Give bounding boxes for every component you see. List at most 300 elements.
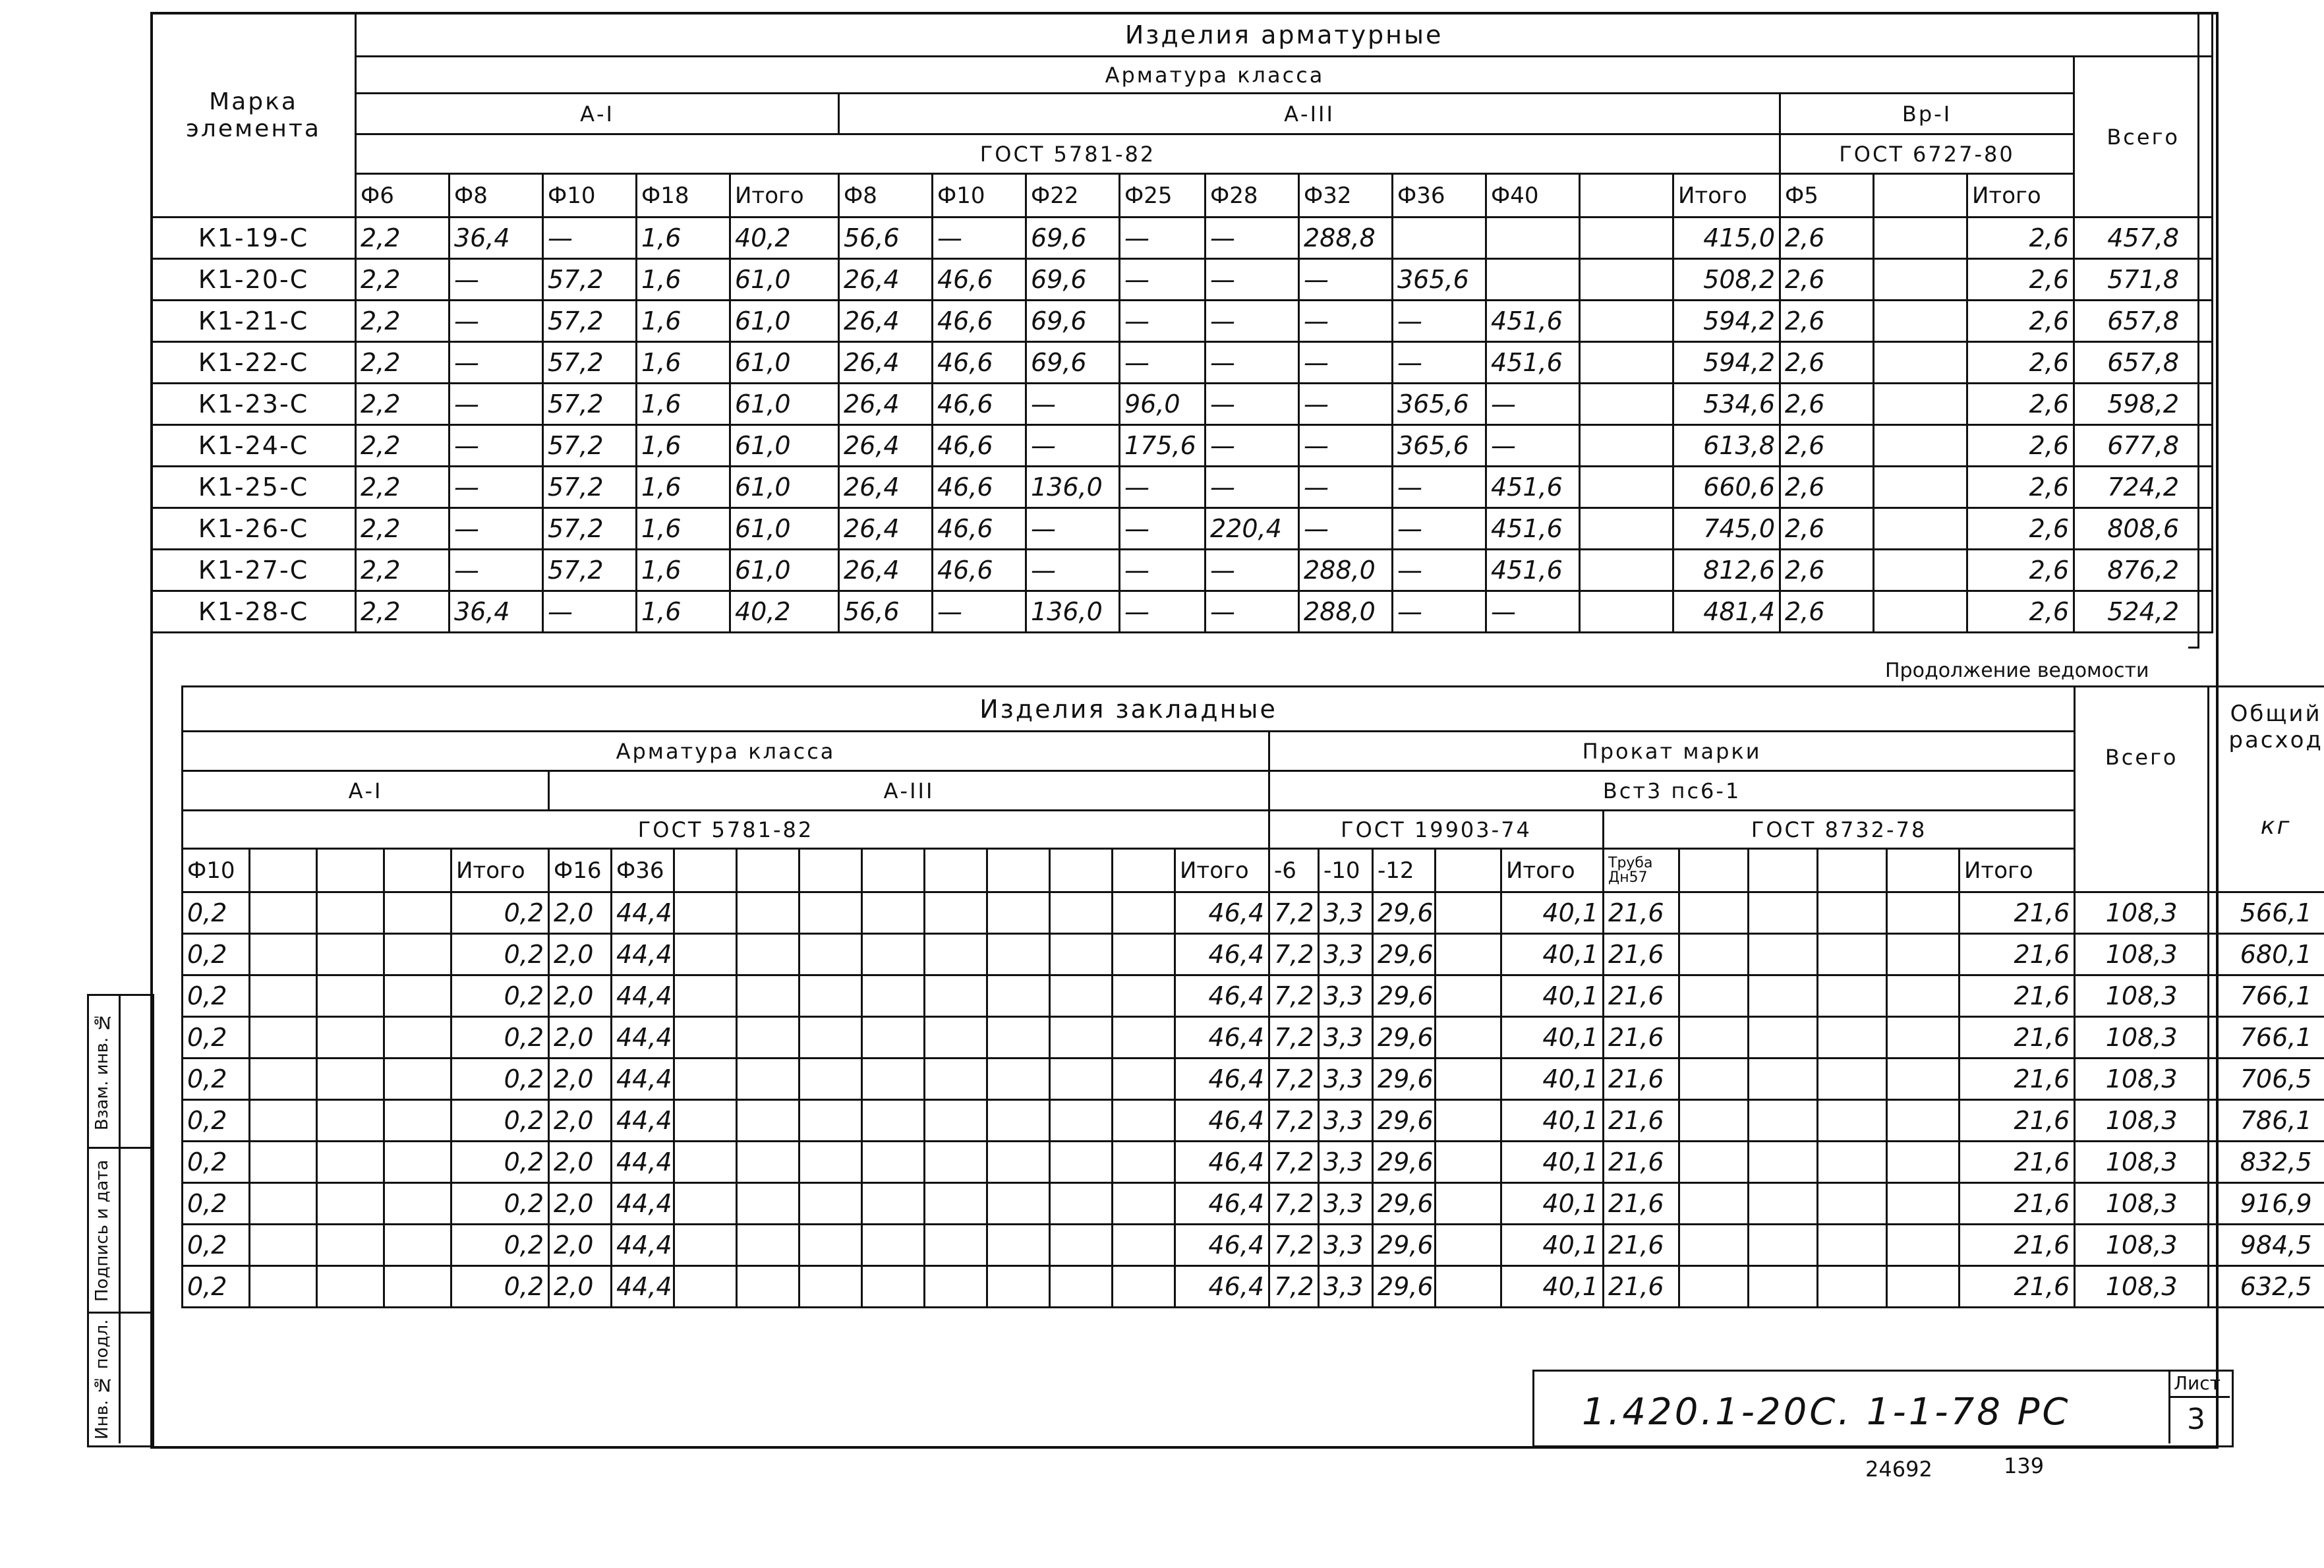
embedded-armatura-header: Арматура класса	[183, 732, 1269, 771]
top-col-header	[1874, 174, 1967, 218]
table-cell: 2,0	[549, 975, 612, 1017]
table-cell: 21,6	[1960, 975, 2075, 1017]
table-cell	[1887, 1017, 1960, 1059]
table-cell	[1580, 342, 1673, 384]
table-cell: 40,1	[1501, 934, 1604, 975]
row-grand-total: 706,5	[2209, 1059, 2324, 1100]
table-cell	[384, 1142, 451, 1183]
table-cell: —	[450, 550, 543, 591]
table-cell: 29,6	[1373, 1142, 1436, 1183]
bottom-col-header: -12	[1373, 849, 1436, 892]
table-cell: 175,6	[1120, 425, 1206, 467]
table-cell: 2,2	[356, 591, 450, 633]
side-stamp-divider-2	[87, 1147, 150, 1149]
row-grand-total: 680,1	[2209, 934, 2324, 975]
table-cell: 7,2	[1269, 1017, 1319, 1059]
table-cell: 451,6	[1486, 342, 1580, 384]
table-cell: —	[1206, 550, 1299, 591]
table-cell: 2,6	[1967, 425, 2074, 467]
table-cell: 46,6	[933, 259, 1026, 301]
table-cell: 40,1	[1501, 1100, 1604, 1142]
table-cell: 0,2	[183, 1225, 250, 1266]
table-cell: —	[1206, 591, 1299, 633]
table-cell: 57,2	[543, 550, 637, 591]
table-cell: 365,6	[1393, 259, 1486, 301]
table-cell: —	[450, 259, 543, 301]
table-cell: 29,6	[1373, 1225, 1436, 1266]
table-cell	[1393, 218, 1486, 259]
table-cell: 2,6	[1780, 550, 1874, 591]
table-cell: —	[1299, 259, 1393, 301]
table-cell	[250, 892, 317, 934]
table-cell: 21,6	[1604, 975, 1679, 1017]
table-title: Изделия арматурные	[356, 13, 2213, 57]
table-cell	[1113, 892, 1175, 934]
table-cell: 40,1	[1501, 1059, 1604, 1100]
table-cell	[1436, 1183, 1501, 1225]
table-cell: 46,6	[933, 342, 1026, 384]
table-cell: 7,2	[1269, 1266, 1319, 1308]
table-cell	[250, 1059, 317, 1100]
table-cell	[1436, 1266, 1501, 1308]
table-cell	[674, 1100, 737, 1142]
table-cell	[1113, 1225, 1175, 1266]
table-row	[152, 550, 2213, 591]
embedded-total-header: Всего	[2075, 732, 2209, 892]
table-cell: 29,6	[1373, 1017, 1436, 1059]
table-cell	[317, 934, 384, 975]
table-cell: 1,6	[637, 342, 730, 384]
table-cell	[250, 1100, 317, 1142]
top-col-header: Итого	[730, 174, 839, 218]
table-cell: 481,4	[1673, 591, 1780, 633]
bottom-col-header	[1749, 849, 1818, 892]
table-cell	[1580, 467, 1673, 508]
table-cell: 2,6	[1967, 259, 2074, 301]
table-cell	[925, 1059, 987, 1100]
table-cell	[1050, 1225, 1113, 1266]
table-cell	[737, 934, 799, 975]
table-cell: 46,4	[1175, 1059, 1269, 1100]
table-cell: 7,2	[1269, 892, 1319, 934]
row-mark: К1-24-С	[152, 425, 356, 467]
table-cell: 2,2	[356, 342, 450, 384]
table-cell	[1887, 1225, 1960, 1266]
table-cell	[1486, 259, 1580, 301]
class-bp1: Вр-I	[1780, 94, 2074, 134]
table-cell: 2,6	[1967, 508, 2074, 550]
row-grand-total: 832,5	[2209, 1142, 2324, 1183]
top-col-header: Ф25	[1120, 174, 1206, 218]
table-cell: 3,3	[1319, 1183, 1373, 1225]
table-cell: 21,6	[1960, 1142, 2075, 1183]
table-cell: —	[1120, 259, 1206, 301]
table-cell: 365,6	[1393, 425, 1486, 467]
table-cell: 44,4	[612, 934, 674, 975]
table-cell: 660,6	[1673, 467, 1780, 508]
table-cell: 2,2	[356, 301, 450, 342]
table-cell	[1486, 218, 1580, 259]
table-cell: 1,6	[637, 591, 730, 633]
table-cell	[799, 1017, 862, 1059]
table-cell: 21,6	[1604, 1059, 1679, 1100]
table-cell: 812,6	[1673, 550, 1780, 591]
table-cell: 29,6	[1373, 1183, 1436, 1225]
row-mark: К1-21-С	[152, 301, 356, 342]
table-cell: —	[1393, 508, 1486, 550]
table-cell: 69,6	[1026, 218, 1120, 259]
table-cell: 2,6	[1780, 259, 1874, 301]
bottom-col-header	[987, 849, 1050, 892]
table-cell	[925, 1266, 987, 1308]
table-cell	[384, 934, 451, 975]
table-cell: 451,6	[1486, 301, 1580, 342]
table-cell	[317, 1142, 384, 1183]
table-cell	[1050, 1266, 1113, 1308]
table-cell: —	[1120, 218, 1206, 259]
table-row	[183, 934, 2324, 975]
table-cell: 2,6	[1780, 301, 1874, 342]
table-cell: 46,4	[1175, 1225, 1269, 1266]
table-cell	[1050, 1017, 1113, 1059]
table-cell: 594,2	[1673, 301, 1780, 342]
table-cell	[250, 1225, 317, 1266]
table-cell	[1887, 1059, 1960, 1100]
row-total: 108,3	[2075, 1100, 2209, 1142]
table-cell	[1679, 892, 1749, 934]
row-grand-total: 786,1	[2209, 1100, 2324, 1142]
bottom-col-header	[317, 849, 384, 892]
table-cell	[1113, 975, 1175, 1017]
table-cell: 2,6	[1780, 508, 1874, 550]
table-cell: 21,6	[1604, 1225, 1679, 1266]
table-cell	[925, 1142, 987, 1183]
table-cell	[1436, 1017, 1501, 1059]
table-cell: —	[1393, 301, 1486, 342]
table-cell	[737, 1059, 799, 1100]
table-cell: 1,6	[637, 425, 730, 467]
table-cell	[1436, 1142, 1501, 1183]
table-cell: —	[1120, 550, 1206, 591]
table-cell: 56,6	[839, 591, 933, 633]
table-cell	[1050, 934, 1113, 975]
table-cell: 0,2	[183, 1059, 250, 1100]
table-cell	[1436, 1100, 1501, 1142]
table-cell	[1580, 259, 1673, 301]
bottom-col-header: Труба Дн57	[1604, 849, 1679, 892]
table-cell	[737, 892, 799, 934]
table-cell: 21,6	[1960, 892, 2075, 934]
row-total: 108,3	[2075, 1017, 2209, 1059]
table-cell: 21,6	[1960, 1017, 2075, 1059]
table-cell: 288,0	[1299, 591, 1393, 633]
table-cell: —	[1026, 550, 1120, 591]
table-row	[183, 1100, 2324, 1142]
side-stamp-divider-3	[87, 1312, 150, 1314]
bottom-col-header: -10	[1319, 849, 1373, 892]
table-cell: —	[450, 467, 543, 508]
top-col-header: Итого	[1673, 174, 1780, 218]
table-cell: 21,6	[1604, 1142, 1679, 1183]
table-cell: 61,0	[730, 301, 839, 342]
table-cell	[1050, 1059, 1113, 1100]
top-col-header: Ф10	[933, 174, 1026, 218]
row-total: 657,8	[2074, 342, 2213, 384]
table-cell: 2,0	[549, 892, 612, 934]
table-cell: 0,2	[183, 1142, 250, 1183]
table-cell: 21,6	[1960, 1266, 2075, 1308]
table-cell	[799, 975, 862, 1017]
table-cell: 61,0	[730, 425, 839, 467]
table-cell: 0,2	[451, 1142, 549, 1183]
table-cell	[1874, 342, 1967, 384]
table-cell: —	[1206, 384, 1299, 425]
table-cell: 40,2	[730, 218, 839, 259]
table-cell: —	[1393, 591, 1486, 633]
table-cell: 1,6	[637, 218, 730, 259]
table-cell: 365,6	[1393, 384, 1486, 425]
table-cell: —	[1299, 301, 1393, 342]
table-cell	[384, 1059, 451, 1100]
table-cell: 2,2	[356, 550, 450, 591]
table-cell: 0,2	[183, 934, 250, 975]
table-cell: 0,2	[183, 1183, 250, 1225]
top-col-header: Ф6	[356, 174, 450, 218]
table-cell: 21,6	[1604, 934, 1679, 975]
table-cell	[1749, 1059, 1818, 1100]
table-cell	[799, 1059, 862, 1100]
table-cell	[1749, 975, 1818, 1017]
table-cell: 69,6	[1026, 342, 1120, 384]
top-col-header: Ф40	[1486, 174, 1580, 218]
drawing-code: 1.420.1-20С. 1-1-78 РС	[1582, 1391, 2071, 1434]
row-mark: К1-23-С	[152, 384, 356, 425]
table-cell	[1580, 384, 1673, 425]
table-cell: 61,0	[730, 508, 839, 550]
table-cell: 61,0	[730, 467, 839, 508]
table-cell	[1874, 467, 1967, 508]
table-cell	[1580, 425, 1673, 467]
side-stamp-signature: Подпись и дата	[92, 1159, 112, 1302]
table-cell	[1818, 1266, 1887, 1308]
top-col-header: Ф22	[1026, 174, 1120, 218]
table-cell	[1113, 1183, 1175, 1225]
total-spacer	[2075, 687, 2209, 732]
table-cell: 40,2	[730, 591, 839, 633]
table-cell	[1436, 1059, 1501, 1100]
row-total: 571,8	[2074, 259, 2213, 301]
table-cell	[1679, 934, 1749, 975]
table-cell: 44,4	[612, 1059, 674, 1100]
table-cell: —	[933, 218, 1026, 259]
table-cell: 2,6	[1967, 342, 2074, 384]
table-cell: 2,6	[1967, 218, 2074, 259]
table-cell	[1679, 1100, 1749, 1142]
table-cell: 2,0	[549, 1017, 612, 1059]
table-cell: 0,2	[451, 1225, 549, 1266]
table-cell: 46,6	[933, 384, 1026, 425]
table-cell	[317, 975, 384, 1017]
table-cell: 451,6	[1486, 508, 1580, 550]
table-cell: 96,0	[1120, 384, 1206, 425]
table-row	[183, 975, 2324, 1017]
row-mark: К1-19-С	[152, 218, 356, 259]
table-cell: 7,2	[1269, 1183, 1319, 1225]
table-cell	[1887, 1266, 1960, 1308]
table-cell	[1818, 1142, 1887, 1183]
table-cell: 1,6	[637, 301, 730, 342]
gost-19903: ГОСТ 19903-74	[1269, 811, 1604, 849]
table-cell: 136,0	[1026, 467, 1120, 508]
table-cell: —	[1120, 342, 1206, 384]
bottom-col-header	[250, 849, 317, 892]
table-row	[152, 467, 2213, 508]
gost-6727: ГОСТ 6727-80	[1780, 134, 2074, 174]
table-cell: —	[1393, 467, 1486, 508]
table-cell: 288,0	[1299, 550, 1393, 591]
table-cell: —	[450, 384, 543, 425]
row-total: 808,6	[2074, 508, 2213, 550]
table-cell	[1818, 975, 1887, 1017]
table-cell: —	[1206, 467, 1299, 508]
row-mark: К1-22-С	[152, 342, 356, 384]
table-cell: 3,3	[1319, 1017, 1373, 1059]
table-cell	[317, 1059, 384, 1100]
table-cell	[1887, 1142, 1960, 1183]
bottom-col-header: -6	[1269, 849, 1319, 892]
prokat-header: Прокат марки	[1269, 732, 2075, 771]
table-cell	[1887, 1183, 1960, 1225]
steel-grade: Вст3 пс6-1	[1269, 771, 2075, 811]
table-cell: 26,4	[839, 467, 933, 508]
table-cell	[737, 1266, 799, 1308]
table-cell: 40,1	[1501, 1183, 1604, 1225]
table-cell: 136,0	[1026, 591, 1120, 633]
row-grand-total: 766,1	[2209, 975, 2324, 1017]
table-cell: 0,2	[183, 975, 250, 1017]
table-cell	[250, 975, 317, 1017]
table-cell: 2,6	[1967, 467, 2074, 508]
table-cell: 2,6	[1780, 425, 1874, 467]
row-total: 524,2	[2074, 591, 2213, 633]
top-col-header: Ф32	[1299, 174, 1393, 218]
table-cell: 2,6	[1780, 384, 1874, 425]
table-cell: 69,6	[1026, 259, 1120, 301]
table-cell	[1818, 1059, 1887, 1100]
table-cell	[737, 1017, 799, 1059]
table-cell	[1580, 301, 1673, 342]
row-grand-total: 984,5	[2209, 1225, 2324, 1266]
table-cell: 7,2	[1269, 1142, 1319, 1183]
table-cell: 29,6	[1373, 1059, 1436, 1100]
sheet-label-divider	[2168, 1396, 2230, 1398]
table-cell: 1,6	[637, 508, 730, 550]
table-cell	[799, 1225, 862, 1266]
bottom-col-header: Ф36	[612, 849, 674, 892]
table-cell	[737, 975, 799, 1017]
table-cell	[987, 1017, 1050, 1059]
table-cell: 61,0	[730, 259, 839, 301]
table-cell	[1818, 892, 1887, 934]
table-cell: —	[1486, 591, 1580, 633]
table-cell: 26,4	[839, 508, 933, 550]
side-stamp-replace: Взам. инв. №	[92, 1012, 112, 1130]
table-cell	[1679, 1059, 1749, 1100]
top-col-header: Ф10	[543, 174, 637, 218]
table-cell: 1,6	[637, 550, 730, 591]
table-cell: 0,2	[451, 934, 549, 975]
table-cell	[250, 934, 317, 975]
table-cell: 21,6	[1604, 892, 1679, 934]
row-grand-total: 632,5	[2209, 1266, 2324, 1308]
table-cell	[384, 1100, 451, 1142]
table-cell: 2,2	[356, 218, 450, 259]
table-cell	[925, 1225, 987, 1266]
table-cell	[737, 1225, 799, 1266]
row-total: 108,3	[2075, 1266, 2209, 1308]
table-cell: 0,2	[451, 975, 549, 1017]
table-cell: 57,2	[543, 259, 637, 301]
class-a1: А-I	[356, 94, 839, 134]
bottom-col-header: Итого	[1960, 849, 2075, 892]
table-cell: 44,4	[612, 1017, 674, 1059]
table-cell: 40,1	[1501, 1225, 1604, 1266]
table-cell	[862, 892, 925, 934]
table-cell	[987, 934, 1050, 975]
table-cell: 57,2	[543, 301, 637, 342]
table-cell	[317, 1225, 384, 1266]
row-mark: К1-20-С	[152, 259, 356, 301]
table-cell: 21,6	[1604, 1100, 1679, 1142]
bottom-col-header: Ф16	[549, 849, 612, 892]
table-cell	[1050, 1142, 1113, 1183]
table-cell: 0,2	[183, 1100, 250, 1142]
table-cell: 2,6	[1967, 550, 2074, 591]
table-cell: 44,4	[612, 975, 674, 1017]
table-cell: —	[1299, 342, 1393, 384]
table-cell: 46,4	[1175, 1142, 1269, 1183]
table-cell	[384, 892, 451, 934]
table-cell: 451,6	[1486, 467, 1580, 508]
footer-page-number: 139	[2004, 1453, 2045, 1478]
table-cell	[1679, 1225, 1749, 1266]
top-col-header: Ф5	[1780, 174, 1874, 218]
table-cell	[317, 1183, 384, 1225]
table-cell: 46,6	[933, 508, 1026, 550]
table-cell	[1818, 1183, 1887, 1225]
bottom-col-header	[674, 849, 737, 892]
table-cell: 415,0	[1673, 218, 1780, 259]
table-cell: 2,6	[1967, 301, 2074, 342]
table-cell	[1050, 1100, 1113, 1142]
table-cell: 288,8	[1299, 218, 1393, 259]
table-cell: 46,6	[933, 301, 1026, 342]
table-cell	[317, 892, 384, 934]
bottom-col-header: Итого	[451, 849, 549, 892]
table-cell	[1580, 508, 1673, 550]
table-cell	[1113, 1059, 1175, 1100]
table-cell: 46,6	[933, 550, 1026, 591]
table-cell	[384, 1225, 451, 1266]
top-col-header: Ф36	[1393, 174, 1486, 218]
sheet-label: Лист	[2174, 1372, 2221, 1394]
table-cell: 57,2	[543, 467, 637, 508]
mark-header: Марка элемента	[152, 13, 356, 218]
table-cell: 44,4	[612, 1183, 674, 1225]
table-cell	[799, 1183, 862, 1225]
table-cell	[799, 1266, 862, 1308]
side-stamp-inv: Инв. № подл.	[92, 1319, 112, 1439]
